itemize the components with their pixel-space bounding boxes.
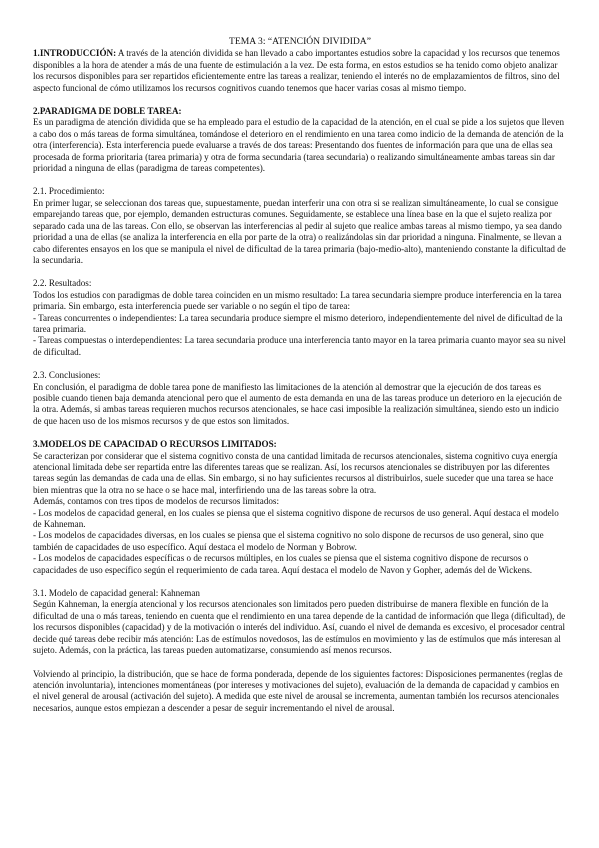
section-3-bullet-3: - Los modelos de capacidades específicas o de recursos múltiples, en los cuales se piensa que el sistema cognitivo dispone de recursos o capacidades de uso específico según el requerimiento de cada tarea. Aquí destaca el modelo de Navon y Gopher, además del de Wickens. [33, 553, 533, 575]
section-1-heading: 1.INTRODUCCIÓN: [33, 48, 117, 59]
subsection-2-2-title: 2.2. Resultados: [33, 278, 92, 289]
subsection-2-2-bullet-1: - Tareas concurrentes o independientes: La tarea secundaria produce siempre el mismo deterioro, independientemente del nivel de dificultad de la tarea primaria. [33, 312, 563, 334]
section-3-bullet-1: - Los modelos de capacidad general, en los cuales se piensa que el sistema cognitivo dispone de recursos de uso general. Aquí destaca el modelo de Kahneman. [33, 507, 559, 530]
section-1-paragraph [33, 48, 567, 94]
document-title: TEMA 3: “ATENCIÓN DIVIDIDA” [228, 36, 371, 47]
section-2-paragraph [33, 106, 567, 174]
subsection-2-3-text: En conclusión, el paradigma de doble tarea pone de manifiesto las limitaciones de la atención al demostrar que la ejecución de dos tareas es posible cuando tienen baja demanda atencional pero que el aumento de esta demanda en una de las tareas produce un deterioro en la ejecución de la otra. Además, si ambas tareas requieren muchos recursos atencionales, se hace casi imposible la realización simultánea, siendo esto un indicio de que hacen uso de los mismos recursos y de que estos son limitados. [33, 381, 562, 426]
section-2-heading: 2.PARADIGMA DE DOBLE TAREA: [33, 106, 182, 117]
section-3-intro: Además, contamos con tres tipos de modelos de recursos limitados: [33, 496, 279, 507]
subsection-3-1-title: 3.1. Modelo de capacidad general: Kahneman [33, 588, 200, 599]
section-2-text: Es un paradigma de atención dividida que se ha empleado para el estudio de la capacidad de la atención, en el cual se pide a los sujetos que lleven a cabo dos o más tareas de forma simultánea, tomándose el deterioro en el rendimiento en una tarea como indicio de la demanda de atención de la otra (interferencia). Esta interferencia puede evaluarse a través de dos tareas: Presentando dos fuentes de información para que una de ellas sea procesada de forma prioritaria (tarea primaria) y otra de forma secundaria (tarea secundaria) o realizando simultáneamente ambas tareas sin dar prioridad a ninguna de ellas (paradigma de tareas competentes). [33, 117, 565, 174]
section-3-heading: 3.MODELOS DE CAPACIDAD O RECURSOS LIMITADOS: [33, 439, 277, 450]
subsection-2-1-text: En primer lugar, se seleccionan dos tareas que, supuestamente, puedan interferir una con otra si se realizan simultáneamente, lo cual se consigue emparejando tareas que, por ejemplo, demanden estructuras comunes. Seguidamente, se establece una línea base en la que el sujeto realiza por separado cada una de las tareas. Con ello, se observan las interferencias al pedir al sujeto que realice ambas tareas al mismo tiempo, ya sea dando prioridad a una de ellas (se analiza la interferencia en ella por parte de la otra) o realizándolas sin dar prioridad a ninguna. Finalmente, se llevan a cabo diferentes ensayos en los que se manipula el nivel de dificultad de la tarea primaria (bajo-medio-alto), manteniendo constante la dificultad de la secundaria. [33, 197, 566, 265]
document-page [33, 36, 567, 714]
section-1-text: A través de la atención dividida se han llevado a cabo importantes estudios sobre la capacidad y los recursos que tenemos disponibles a la hora de atender a más de una fuente de estimulación a la vez. De esta forma, en estos estudios se ha tenido como objeto analizar los recursos disponibles para ser repartidos eficientemente entre las tareas a realizar, teniendo el interés no de emplazamientos de filtros, sino del aspecto funcional de cómo utilizamos los recursos cognitivos cuando tenemos que hacer varias cosas al mismo tiempo. [33, 48, 560, 93]
section-3-bullet-2: - Los modelos de capacidades diversas, en los cuales se piensa que el sistema cognitivo no solo dispone de recursos de uso general, sino que también de capacidades de uso específico. Aquí destaca el modelo de Norman y Bobrow. [33, 530, 544, 552]
subsection-2-3-title: 2.3. Conclusiones: [33, 370, 101, 381]
section-3-text: Se caracterizan por considerar que el sistema cognitivo consta de una cantidad limitada de recursos atencionales, sistema cognitivo cuya energía atencional limitada debe ser repartida entre las diferentes tareas que se realizan. Así, los recursos atencionales se distribuyen por las diferentes tareas según las demandas de cada una de ellas. Sin embargo, si no hay suficientes recursos al distribuirlos, suele suceder que una tarea se hace bien mientras que la otra no se hace o se hace mal, interfiriendo una de las tareas sobre la otra. [33, 450, 558, 495]
subsection-2-2-bullet-2: - Tareas compuestas o interdependientes: La tarea secundaria produce una interferencia tanto mayor en la tarea primaria cuanto mayor sea su nivel de dificultad. [33, 335, 566, 357]
subsection-2-1-title: 2.1. Procedimiento: [33, 186, 105, 197]
subsection-2-2-text: Todos los estudios con paradigmas de doble tarea coinciden en un mismo resultado: La tarea secundaria siempre produce interferencia en la tarea primaria. Sin embargo, esta interferencia puede ser variable o no según el tipo de tarea: [33, 289, 562, 312]
section-3-paragraph [33, 439, 567, 496]
subsection-3-1-text: Según Kahneman, la energía atencional y los recursos atencionales son limitados pero pueden distribuirse de manera flexible en función de la dificultad de una o más tareas, teniendo en cuenta que el rendimiento en una tarea depende de la cantidad de información que llega (dificultad), de los recursos disponibles (capacidad) y de la motivación o interés del individuo. Así, cuando el nivel de demanda es excesivo, el procesador central decide qué tareas debe recibir más atención: Las de estímulos novedosos, las de estímulos en movimiento y las de estímulos que más interesan al sujeto. Además, con la práctica, las tareas pueden automatizarse, consumiendo así menos recursos. [33, 599, 566, 656]
subsection-3-1-text-2: Volviendo al principio, la distribución, que se hace de forma ponderada, depende de los siguientes factores: Disposiciones permanentes (reglas de atención involuntaria), intenciones momentáneas (por intereses y motivaciones del sujeto), evaluación de la demanda de capacidad y cambios en el nivel general de arousal (activación del sujeto). A medida que este nivel de arousal se incrementa, aumentan también los recursos atencionales necesarios, aunque estos empiezan a descender a pesar de seguir incrementando el nivel de arousal. [33, 668, 563, 713]
